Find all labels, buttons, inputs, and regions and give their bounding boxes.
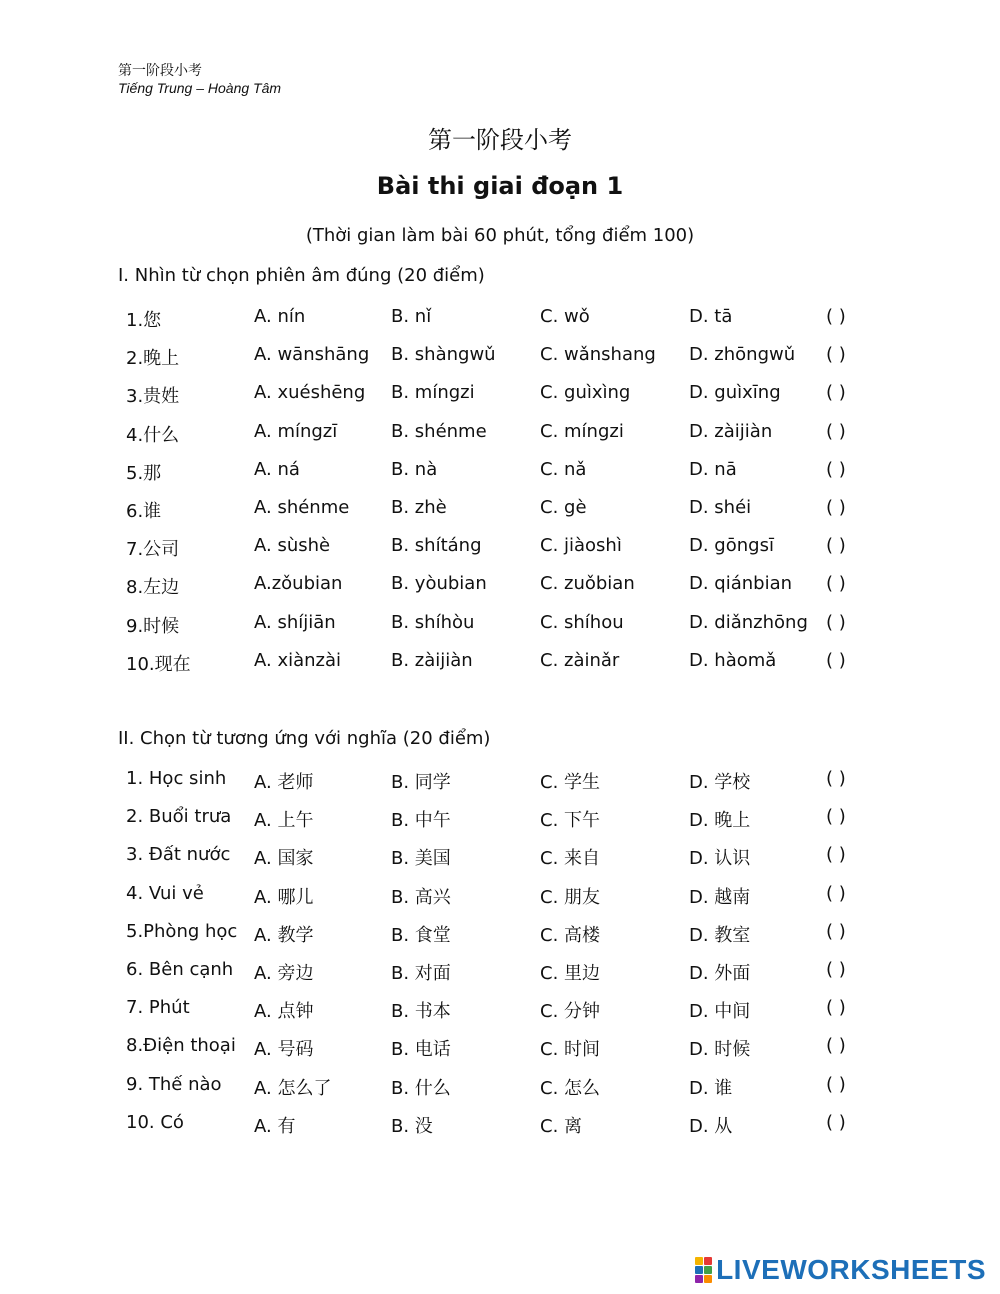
question-row xyxy=(0,883,1000,921)
option-a[interactable]: A. 教学 xyxy=(254,924,314,946)
option-d[interactable]: D. 认识 xyxy=(689,848,751,870)
question-prompt: 10.现在 xyxy=(126,653,191,675)
logo-block xyxy=(695,1275,703,1283)
answer-blank[interactable]: ( ) xyxy=(826,573,846,595)
question-row xyxy=(0,459,1000,497)
answer-blank[interactable]: ( ) xyxy=(826,649,846,671)
option-d[interactable]: D. guìxīng xyxy=(689,382,781,404)
option-a[interactable]: A. míngzī xyxy=(254,420,338,442)
option-d[interactable]: D. 外面 xyxy=(689,963,751,984)
answer-blank[interactable]: ( ) xyxy=(826,420,846,442)
option-b[interactable]: B. 同学 xyxy=(391,772,451,793)
question-prompt: 7. Phút xyxy=(126,997,190,1019)
option-a[interactable]: A. xuéshēng xyxy=(254,382,366,404)
answer-blank[interactable]: ( ) xyxy=(826,806,846,828)
option-c[interactable]: C. 下午 xyxy=(540,810,601,832)
logo-block xyxy=(695,1266,703,1274)
question-row xyxy=(0,997,1000,1035)
option-d[interactable]: D. shéi xyxy=(689,497,752,518)
answer-blank[interactable]: ( ) xyxy=(826,1035,846,1057)
question-prompt: 8.左边 xyxy=(126,577,180,599)
option-b[interactable]: B. shítáng xyxy=(391,535,482,557)
option-c[interactable]: C. gè xyxy=(540,497,587,518)
option-d[interactable]: D. nā xyxy=(689,458,737,480)
option-c[interactable]: C. 时间 xyxy=(540,1039,601,1061)
question-prompt: 2.晚上 xyxy=(126,348,180,370)
question-prompt: 1. Học sinh xyxy=(126,768,227,789)
option-a[interactable]: A. xiànzài xyxy=(254,649,342,671)
question-prompt: 5.那 xyxy=(126,462,162,484)
option-a[interactable]: A. 上午 xyxy=(254,810,314,832)
question-prompt: 6.谁 xyxy=(126,501,162,522)
option-a[interactable]: A. 旁边 xyxy=(254,963,314,984)
answer-blank[interactable]: ( ) xyxy=(826,768,846,789)
option-b[interactable]: B. 美国 xyxy=(391,848,451,870)
option-d[interactable]: D. 从 xyxy=(689,1115,733,1137)
option-b[interactable]: B. 对面 xyxy=(391,963,451,984)
option-d[interactable]: D. 学校 xyxy=(689,772,751,793)
question-prompt: 4.什么 xyxy=(126,424,180,446)
answer-blank[interactable]: ( ) xyxy=(826,920,846,942)
option-c[interactable]: C. míngzi xyxy=(540,420,624,442)
question-row xyxy=(0,1112,1000,1150)
question-row xyxy=(0,768,1000,806)
question-prompt: 6. Bên cạnh xyxy=(126,959,234,980)
option-a[interactable]: A. 老师 xyxy=(254,772,314,793)
header-chinese-title: 第一阶段小考 xyxy=(118,63,202,79)
question-prompt: 2. Buổi trưa xyxy=(126,806,232,828)
section-2-title: II. Chọn từ tương ứng với nghĩa (20 điểm) xyxy=(118,728,491,749)
option-b[interactable]: B. shénme xyxy=(391,420,487,442)
option-b[interactable]: B. míngzi xyxy=(391,382,475,404)
option-b[interactable]: B. zhè xyxy=(391,497,447,518)
option-c[interactable]: C. zàinǎr xyxy=(540,649,620,671)
option-c[interactable]: C. zuǒbian xyxy=(540,573,635,595)
option-c[interactable]: C. 来自 xyxy=(540,848,601,870)
option-c[interactable]: C. 学生 xyxy=(540,772,601,793)
question-prompt: 3.贵姓 xyxy=(126,386,180,408)
option-d[interactable]: D. tā xyxy=(689,306,733,327)
option-a[interactable]: A. shíjiān xyxy=(254,611,336,633)
question-row xyxy=(0,382,1000,420)
question-row xyxy=(0,959,1000,997)
question-row xyxy=(0,497,1000,535)
option-a[interactable]: A. sùshè xyxy=(254,535,331,557)
answer-blank[interactable]: ( ) xyxy=(826,306,846,327)
option-c[interactable]: C. 里边 xyxy=(540,963,601,984)
answer-blank[interactable]: ( ) xyxy=(826,344,846,366)
option-c[interactable]: C. wǎnshang xyxy=(540,344,656,366)
option-c[interactable]: C. jiàoshì xyxy=(540,535,622,557)
liveworksheets-logo[interactable] xyxy=(695,1254,986,1286)
logo-block xyxy=(704,1257,712,1265)
option-c[interactable]: C. guìxìng xyxy=(540,382,631,404)
option-b[interactable]: B. 什么 xyxy=(391,1077,451,1099)
option-b[interactable]: B. 没 xyxy=(391,1115,433,1137)
question-prompt: 7.公司 xyxy=(126,539,180,561)
option-c[interactable]: C. 分钟 xyxy=(540,1001,601,1023)
option-b[interactable]: B. zàijiàn xyxy=(391,649,473,671)
question-row xyxy=(0,1035,1000,1073)
answer-blank[interactable]: ( ) xyxy=(826,959,846,980)
question-row xyxy=(0,535,1000,573)
option-c[interactable]: C. shíhou xyxy=(540,611,624,633)
option-b[interactable]: B. shàngwǔ xyxy=(391,344,496,366)
option-d[interactable]: D. qiánbian xyxy=(689,573,793,595)
option-a[interactable]: A. 有 xyxy=(254,1115,296,1137)
question-row xyxy=(0,921,1000,959)
option-a[interactable]: A. 号码 xyxy=(254,1039,314,1061)
page-title-chinese: 第一阶段小考 xyxy=(428,126,572,154)
liveworksheets-logo-icon xyxy=(695,1257,712,1283)
logo-text: LIVEWORKSHEETS xyxy=(716,1254,986,1285)
question-row xyxy=(0,806,1000,844)
option-a[interactable]: A. shénme xyxy=(254,497,350,518)
option-b[interactable]: B. nǐ xyxy=(391,306,432,327)
option-d[interactable]: D. 晚上 xyxy=(689,810,751,832)
option-c[interactable]: C. 怎么 xyxy=(540,1077,601,1099)
option-a[interactable]: A.zǒubian xyxy=(254,573,343,595)
option-a[interactable]: A. ná xyxy=(254,458,300,480)
option-a[interactable]: A. 怎么了 xyxy=(254,1077,332,1099)
option-a[interactable]: A. 哪儿 xyxy=(254,886,314,908)
page-subtitle: (Thời gian làm bài 60 phút, tổng điểm 100) xyxy=(305,225,695,246)
option-a[interactable]: A. nín xyxy=(254,306,306,327)
option-b[interactable]: B. yòubian xyxy=(391,573,487,595)
answer-blank[interactable]: ( ) xyxy=(826,458,846,480)
answer-blank[interactable]: ( ) xyxy=(826,882,846,904)
option-d[interactable]: D. 越南 xyxy=(689,886,751,908)
question-row xyxy=(0,306,1000,344)
option-b[interactable]: B. 食堂 xyxy=(391,924,451,946)
question-prompt: 1.您 xyxy=(126,310,162,331)
option-b[interactable]: B. 中午 xyxy=(391,810,451,832)
question-prompt: 5.Phòng học xyxy=(126,920,238,942)
option-c[interactable]: C. wǒ xyxy=(540,306,590,327)
option-d[interactable]: D. gōngsī xyxy=(689,535,774,557)
question-row xyxy=(0,1074,1000,1112)
question-row xyxy=(0,650,1000,688)
logo-block xyxy=(704,1266,712,1274)
question-prompt: 8.Điện thoại xyxy=(126,1035,236,1057)
option-b[interactable]: B. 高兴 xyxy=(391,886,451,908)
answer-blank[interactable]: ( ) xyxy=(826,1073,846,1095)
option-d[interactable]: D. hàomǎ xyxy=(689,649,777,671)
option-b[interactable]: B. nà xyxy=(391,458,438,480)
option-a[interactable]: A. wānshāng xyxy=(254,344,370,366)
header-author-line: Tiếng Trung – Hoàng Tâm xyxy=(118,80,282,96)
question-row xyxy=(0,344,1000,382)
question-row xyxy=(0,844,1000,882)
question-row xyxy=(0,421,1000,459)
option-b[interactable]: B. 书本 xyxy=(391,1001,451,1023)
option-d[interactable]: D. 谁 xyxy=(689,1077,733,1099)
question-prompt: 10. Có xyxy=(126,1111,184,1133)
answer-blank[interactable]: ( ) xyxy=(826,497,846,518)
answer-blank[interactable]: ( ) xyxy=(826,611,846,633)
option-d[interactable]: D. 教室 xyxy=(689,924,751,946)
answer-blank[interactable]: ( ) xyxy=(826,535,846,557)
option-b[interactable]: B. shíhòu xyxy=(391,611,475,633)
option-c[interactable]: C. 高楼 xyxy=(540,924,601,946)
question-prompt: 4. Vui vẻ xyxy=(126,882,204,904)
option-d[interactable]: D. zhōngwǔ xyxy=(689,344,796,366)
answer-blank[interactable]: ( ) xyxy=(826,382,846,404)
logo-block xyxy=(695,1257,703,1265)
option-c[interactable]: C. nǎ xyxy=(540,458,587,480)
answer-blank[interactable]: ( ) xyxy=(826,997,846,1019)
answer-blank[interactable]: ( ) xyxy=(826,1111,846,1133)
option-c[interactable]: C. 离 xyxy=(540,1115,583,1137)
answer-blank[interactable]: ( ) xyxy=(826,844,846,866)
question-row xyxy=(0,573,1000,611)
option-d[interactable]: D. zàijiàn xyxy=(689,420,773,442)
question-row xyxy=(0,612,1000,650)
section-1-title: I. Nhìn từ chọn phiên âm đúng (20 điểm) xyxy=(118,265,485,286)
option-b[interactable]: B. 电话 xyxy=(391,1039,451,1061)
option-a[interactable]: A. 国家 xyxy=(254,848,314,870)
option-c[interactable]: C. 朋友 xyxy=(540,886,601,908)
option-d[interactable]: D. 时候 xyxy=(689,1039,751,1061)
option-d[interactable]: D. diǎnzhōng xyxy=(689,611,808,633)
option-a[interactable]: A. 点钟 xyxy=(254,1001,314,1023)
option-d[interactable]: D. 中间 xyxy=(689,1001,751,1023)
page-title: Bài thi giai đoạn 1 xyxy=(376,172,624,200)
logo-block xyxy=(704,1275,712,1283)
question-prompt: 9. Thế nào xyxy=(126,1073,222,1095)
question-prompt: 3. Đất nước xyxy=(126,844,231,866)
question-prompt: 9.时候 xyxy=(126,615,180,637)
